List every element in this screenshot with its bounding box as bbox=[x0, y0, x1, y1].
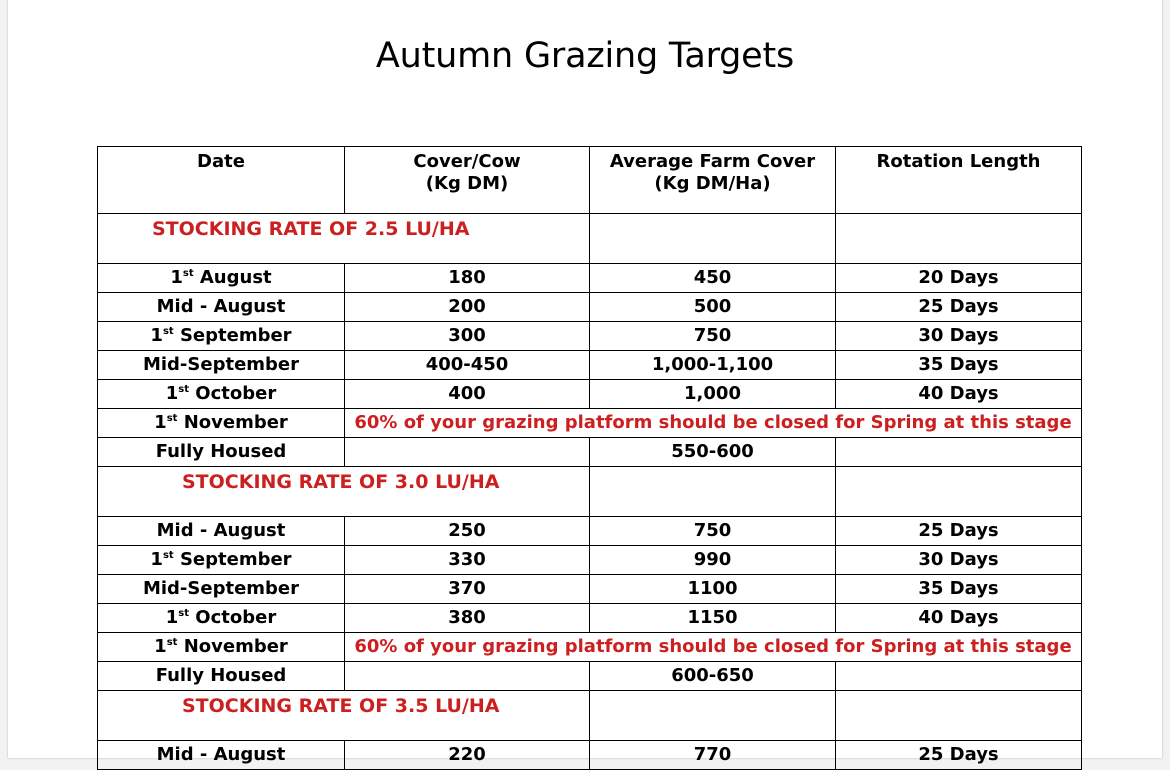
average-cover-cell bbox=[590, 351, 836, 380]
date-cell bbox=[98, 517, 345, 546]
closing-note: 60% of your grazing platform should be closed for Spring at this stage bbox=[354, 412, 1072, 433]
date-ordinal-suffix: st bbox=[178, 384, 190, 395]
header-date: Date bbox=[98, 147, 345, 214]
cover-cow-cell bbox=[345, 741, 590, 770]
average-cover-cell bbox=[590, 293, 836, 322]
rotation-value: 30 Days bbox=[918, 325, 999, 346]
page-title: Autumn Grazing Targets bbox=[375, 36, 795, 76]
rotation-value: 40 Days bbox=[918, 607, 999, 628]
cover-cow-value: 180 bbox=[448, 267, 486, 288]
rotation-value: 25 Days bbox=[918, 296, 999, 317]
table-row bbox=[98, 546, 1082, 575]
date-text: Mid - August bbox=[156, 744, 286, 765]
date-cell bbox=[98, 351, 345, 380]
rotation-value: 20 Days bbox=[918, 267, 999, 288]
stocking-rate-label: STOCKING RATE OF 2.5 LU/HA bbox=[152, 218, 470, 240]
rotation-cell bbox=[836, 264, 1082, 293]
fully-housed-row bbox=[98, 438, 1082, 467]
empty-cell bbox=[836, 467, 1082, 517]
rotation-cell bbox=[836, 380, 1082, 409]
average-cover-cell bbox=[590, 438, 836, 467]
date-text: Fully Housed bbox=[155, 441, 287, 462]
rotation-value: 25 Days bbox=[918, 744, 999, 765]
table-body bbox=[98, 214, 1082, 770]
cover-cow-cell bbox=[345, 351, 590, 380]
cover-cow-value: 220 bbox=[448, 744, 486, 765]
date-cell bbox=[98, 633, 345, 662]
date-cell bbox=[98, 546, 345, 575]
date-day: 1 bbox=[165, 607, 179, 628]
table-row bbox=[98, 517, 1082, 546]
table-row bbox=[98, 351, 1082, 380]
date-cell bbox=[98, 662, 345, 691]
cover-cow-cell bbox=[345, 604, 590, 633]
average-cover-cell bbox=[590, 380, 836, 409]
average-cover-value: 600-650 bbox=[671, 665, 754, 686]
date-cell bbox=[98, 322, 345, 351]
cover-cow-value: 400 bbox=[448, 383, 486, 404]
empty-cell bbox=[590, 467, 836, 517]
empty-cell bbox=[836, 214, 1082, 264]
fully-housed-row bbox=[98, 662, 1082, 691]
average-cover-value: 1,000 bbox=[684, 383, 741, 404]
average-cover-cell bbox=[590, 264, 836, 293]
table-row bbox=[98, 604, 1082, 633]
date-cell bbox=[98, 409, 345, 438]
date-day: 1 bbox=[150, 325, 163, 346]
average-cover-value: 1100 bbox=[687, 578, 738, 599]
date-cell bbox=[98, 575, 345, 604]
date-ordinal-suffix: st bbox=[182, 268, 194, 279]
empty-cell bbox=[345, 662, 590, 691]
date-ordinal-suffix: st bbox=[162, 550, 174, 561]
average-cover-value: 990 bbox=[693, 549, 732, 570]
rotation-value: 40 Days bbox=[918, 383, 999, 404]
date-cell bbox=[98, 380, 345, 409]
section-row bbox=[98, 467, 1082, 517]
closing-note: 60% of your grazing platform should be closed for Spring at this stage bbox=[354, 636, 1072, 657]
date-cell bbox=[98, 438, 345, 467]
average-cover-value: 550-600 bbox=[671, 441, 754, 462]
november-note bbox=[345, 633, 1082, 662]
header-cover-cow: Cover/Cow (Kg DM) bbox=[345, 147, 590, 214]
table-row bbox=[98, 741, 1082, 770]
date-ordinal-suffix: st bbox=[166, 637, 178, 648]
table-row bbox=[98, 264, 1082, 293]
date-text: Fully Housed bbox=[155, 665, 287, 686]
section-row bbox=[98, 214, 1082, 264]
average-cover-cell bbox=[590, 517, 836, 546]
section-row bbox=[98, 691, 1082, 741]
table-row bbox=[98, 322, 1082, 351]
stocking-rate-label: STOCKING RATE OF 3.5 LU/HA bbox=[182, 695, 500, 717]
cover-cow-cell bbox=[345, 575, 590, 604]
date-cell bbox=[98, 293, 345, 322]
date-ordinal-suffix: st bbox=[178, 608, 190, 619]
date-ordinal-suffix: st bbox=[162, 326, 174, 337]
average-cover-value: 750 bbox=[693, 325, 732, 346]
average-cover-value: 1,000-1,100 bbox=[651, 354, 774, 375]
rotation-cell bbox=[836, 517, 1082, 546]
empty-cell bbox=[590, 214, 836, 264]
header-average-farm-cover: Average Farm Cover (Kg DM/Ha) bbox=[590, 147, 836, 214]
cover-cow-value: 370 bbox=[448, 578, 486, 599]
cover-cow-cell bbox=[345, 517, 590, 546]
empty-cell bbox=[836, 438, 1082, 467]
cover-cow-cell bbox=[345, 264, 590, 293]
date-text: November bbox=[177, 636, 288, 657]
rotation-cell bbox=[836, 293, 1082, 322]
average-cover-cell bbox=[590, 575, 836, 604]
date-text: September bbox=[173, 325, 292, 346]
date-text: November bbox=[177, 412, 288, 433]
rotation-cell bbox=[836, 575, 1082, 604]
empty-cell bbox=[590, 691, 836, 741]
table-row bbox=[98, 380, 1082, 409]
section-label bbox=[98, 691, 590, 741]
average-cover-value: 750 bbox=[693, 520, 732, 541]
average-cover-cell bbox=[590, 546, 836, 575]
cover-cow-value: 400-450 bbox=[425, 354, 509, 375]
date-text: Mid-September bbox=[142, 578, 300, 599]
date-text: October bbox=[189, 607, 277, 628]
average-cover-cell bbox=[590, 322, 836, 351]
date-text: August bbox=[193, 267, 272, 288]
table-row bbox=[98, 293, 1082, 322]
table-row bbox=[98, 575, 1082, 604]
cover-cow-cell bbox=[345, 322, 590, 351]
average-cover-value: 450 bbox=[693, 267, 732, 288]
cover-cow-value: 380 bbox=[448, 607, 486, 628]
section-label bbox=[98, 467, 590, 517]
cover-cow-value: 200 bbox=[448, 296, 486, 317]
date-text: Mid - August bbox=[156, 296, 286, 317]
date-day: 1 bbox=[154, 636, 167, 657]
november-row bbox=[98, 409, 1082, 438]
date-cell bbox=[98, 604, 345, 633]
rotation-cell bbox=[836, 604, 1082, 633]
rotation-value: 30 Days bbox=[918, 549, 999, 570]
date-cell bbox=[98, 741, 345, 770]
average-cover-cell bbox=[590, 741, 836, 770]
cover-cow-value: 330 bbox=[448, 549, 486, 570]
average-cover-cell bbox=[590, 604, 836, 633]
cover-cow-cell bbox=[345, 546, 590, 575]
average-cover-value: 770 bbox=[693, 744, 732, 765]
cover-cow-cell bbox=[345, 380, 590, 409]
date-text: October bbox=[189, 383, 277, 404]
rotation-value: 25 Days bbox=[918, 520, 999, 541]
date-day: 1 bbox=[150, 549, 163, 570]
average-cover-value: 1150 bbox=[687, 607, 738, 628]
header-rotation-length: Rotation Length bbox=[836, 147, 1082, 214]
rotation-cell bbox=[836, 741, 1082, 770]
rotation-value: 35 Days bbox=[918, 354, 999, 375]
empty-cell bbox=[836, 691, 1082, 741]
cover-cow-value: 250 bbox=[448, 520, 486, 541]
header-row bbox=[98, 147, 1082, 214]
grazing-targets-table-wrap bbox=[97, 146, 1081, 770]
cover-cow-value: 300 bbox=[448, 325, 486, 346]
rotation-cell bbox=[836, 322, 1082, 351]
rotation-cell bbox=[836, 351, 1082, 380]
date-cell bbox=[98, 264, 345, 293]
average-cover-cell bbox=[590, 662, 836, 691]
stocking-rate-label: STOCKING RATE OF 3.0 LU/HA bbox=[182, 471, 500, 493]
november-note bbox=[345, 409, 1082, 438]
empty-cell bbox=[836, 662, 1082, 691]
date-day: 1 bbox=[170, 267, 183, 288]
date-text: Mid - August bbox=[156, 520, 286, 541]
rotation-cell bbox=[836, 546, 1082, 575]
cover-cow-cell bbox=[345, 293, 590, 322]
date-day: 1 bbox=[165, 383, 179, 404]
empty-cell bbox=[345, 438, 590, 467]
average-cover-value: 500 bbox=[693, 296, 732, 317]
november-row bbox=[98, 633, 1082, 662]
date-ordinal-suffix: st bbox=[166, 413, 178, 424]
date-day: 1 bbox=[154, 412, 167, 433]
section-label bbox=[98, 214, 590, 264]
rotation-value: 35 Days bbox=[918, 578, 999, 599]
grazing-targets-table bbox=[97, 146, 1082, 770]
date-text: September bbox=[173, 549, 292, 570]
date-text: Mid-September bbox=[142, 354, 300, 375]
